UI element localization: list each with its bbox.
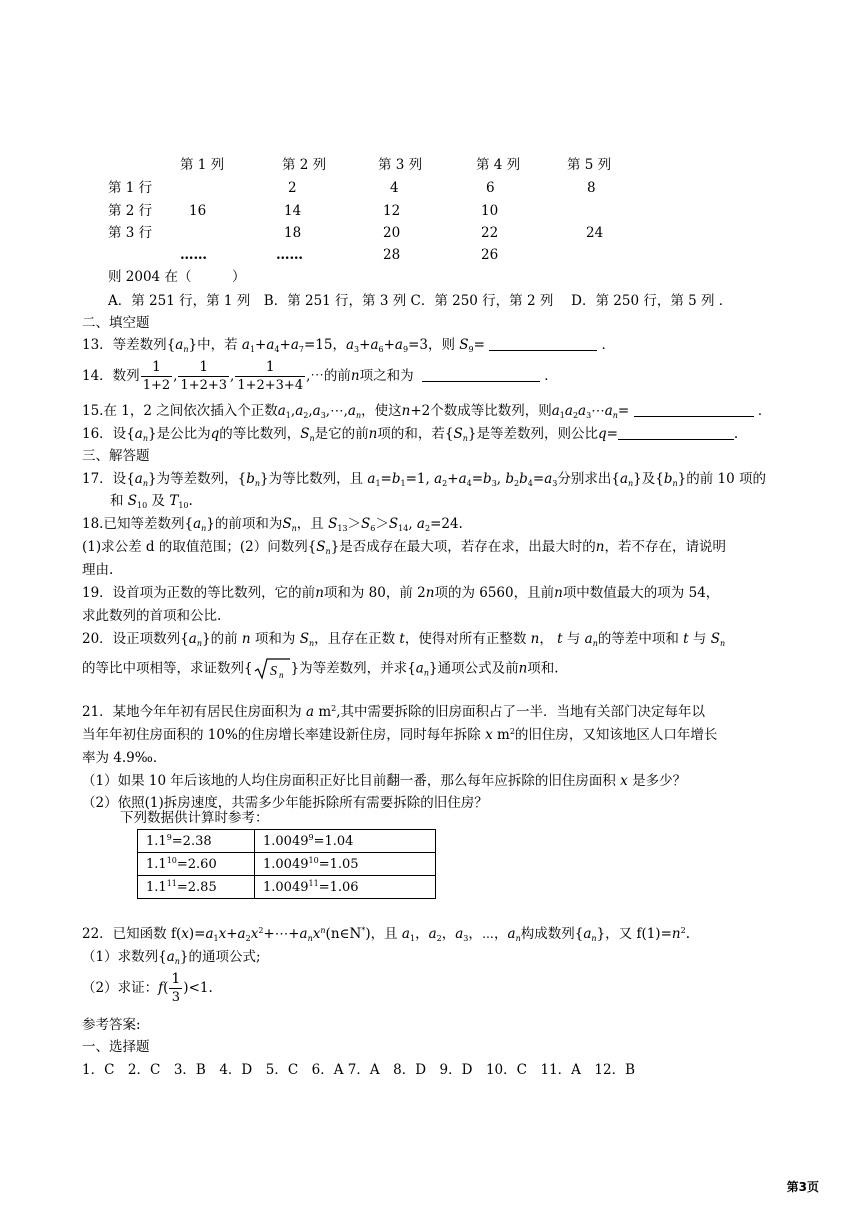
table-cell: $1.1^{10}=2.60$: [138, 853, 255, 876]
grid-cell: 22: [481, 225, 499, 241]
grid-cell: 12: [383, 203, 401, 219]
question-13: 13．等差数列$\{a_n\}$中，若 $a_1+a_4+a_7=15$，$a_3+a_6+a_9=3$，则 $S_9=$ ．: [82, 337, 616, 354]
table-cell: $1.0049^{11}=1.06$: [255, 876, 436, 899]
grid-cell: 8: [587, 180, 596, 196]
col-header: 第 3 列: [378, 157, 423, 173]
grid-cell: 14: [284, 203, 302, 219]
question-14: 14．数列 $\frac{1}{1+2}$ , $\frac{1}{1+2+3}$ , $\frac{1}{1+2+3+4}$ ,⋯的前n项之和为 ．: [82, 359, 558, 393]
question-22-sub1: （1）求数列$\{a_n\}$的通项公式;: [82, 949, 261, 966]
svg-text:S: S: [269, 664, 277, 679]
question-19-end: 求此数列的首项和公比.: [82, 608, 222, 624]
question-21-line2: 当年年初住房面积的 10%的住房增长率建设新住房，同时每年拆除 x $m^2$的旧住房，又知该地区人口年增长: [82, 727, 718, 743]
question-18-sub: (1)求公差 d 的取值范围；(2）问数列$\{S_n\}$是否成存在最大项，若存在求，出最大时的n，若不存在，请说明: [82, 539, 726, 556]
reference-answers-heading: 参考答案:: [82, 1017, 141, 1033]
table-cell: $1.0049^9=1.04$: [255, 830, 436, 853]
grid-cell: 2: [288, 180, 297, 196]
question-15: 15.在 1，2 之间依次插入个正数$a_1,a_2,a_3,\cdots,a_n$，使这n+2个数成等比数列，则$a_1a_2a_3\cdots a_n=$ ．: [82, 403, 772, 420]
grid-cell: 4: [390, 180, 399, 196]
row-label: 第 3 行: [108, 225, 153, 241]
table-row: [138, 853, 436, 876]
svg-text:n: n: [278, 670, 284, 680]
question-22: 22．已知函数 $f(x)=a_1x+a_2x^2+\cdots+a_nx^n(n\in N^*)$，且 $a_1$，$a_2$，$a_3$，⋯，$a_n$构成数列$\{a_n\}$，又 $f(1)=n^2$.: [82, 926, 690, 943]
grid-cell: 18: [284, 225, 302, 241]
section-heading: 三、解答题: [82, 448, 150, 464]
choice-answers: 1．C 2．C 3．B 4．D 5．C 6．A 7．A 8．D 9．D 10．C 11．A 12．B: [82, 1062, 636, 1078]
question-16: 16．设$\{a_n\}$是公比为q的等比数列，$S_n$是它的前n项的和，若$\{S_n\}$是等差数列，则公比q= .: [82, 426, 739, 443]
table-cell: $1.1^9=2.38$: [138, 830, 255, 853]
reference-table: [137, 829, 436, 899]
grid-cell: 26: [481, 247, 499, 263]
grid-cell: 6: [486, 180, 495, 196]
question-21-sub1: （1）如果 10 年后该地的人均住房面积正好比目前翻一番，那么每年应拆除的旧住房面积 x 是多少？: [82, 773, 687, 789]
sqrt-symbol: [253, 657, 291, 681]
col-header: 第 2 列: [282, 157, 327, 173]
question-19: 19．设首项为正数的等比数列，它的前n项和为 80，前 2n项的为 6560，且前n项中数值最大的项为 54，: [82, 585, 720, 601]
question-21: 21．某地今年年初有居民住房面积为 a $m^2$,其中需要拆除的旧房面积占了一半．当地有关部门决定每年以: [82, 704, 706, 720]
question-20: 20．设正项数列$\{a_n\}$的前 n 项和为 $S_n$，且存在正数 t，使得对所有正整数 n， t 与 $a_n$的等差中项和 t 与 $S_n$: [82, 631, 726, 648]
question-17-cont: 和 $S_{10}$ 及 $T_{10}$.: [110, 493, 193, 510]
grid-cell: 16: [189, 203, 207, 219]
answer-blank[interactable]: [634, 403, 754, 417]
answer-blank[interactable]: [489, 337, 597, 351]
question-21-sub2: （2）依照(1)拆房速度，共需多少年能拆除所有需要拆除的旧住房？: [82, 795, 488, 811]
table-row: [138, 876, 436, 899]
col-header: 第 1 列: [180, 157, 225, 173]
question-18: 18.已知等差数列$\{a_n\}$的前项和为$S_n$，且 $S_{13}>S_6>S_{14}$, $a_2=24$.: [82, 516, 463, 533]
grid-cell: ……: [276, 247, 303, 263]
answer-blank[interactable]: [422, 368, 540, 382]
col-header: 第 5 列: [567, 157, 612, 173]
row-label: 第 2 行: [108, 203, 153, 219]
section-heading: 二、填空题: [82, 315, 150, 331]
grid-cell: 24: [586, 225, 604, 241]
question-21-line3: 率为 4.9‰．: [82, 750, 167, 766]
reference-label: 下列数据供计算时参考：: [120, 810, 269, 826]
table-cell: $1.1^{11}=2.85$: [138, 876, 255, 899]
grid-cell: 28: [383, 247, 401, 263]
row-label: 第 1 行: [108, 180, 153, 196]
question-20-cont: 的等比中项相等，求证数列{ S n }为等差数列，并求$\{a_n\}$通项公式及前n项和.: [82, 657, 559, 681]
grid-cell: 20: [383, 225, 401, 241]
table-cell: $1.0049^{10}=1.05$: [255, 853, 436, 876]
question-18-end: 理由.: [82, 562, 114, 578]
col-header: 第 4 列: [476, 157, 521, 173]
grid-cell: 10: [481, 203, 499, 219]
question-22-sub2: （2）求证：f( $\frac{1}{3}$ )<1.: [82, 971, 213, 1005]
table-row: [138, 830, 436, 853]
question-text: 则 2004 在（ ）: [108, 269, 246, 285]
grid-cell: ……: [180, 247, 207, 263]
answer-blank[interactable]: [618, 426, 734, 440]
question-17: 17．设$\{a_n\}$为等差数列，$\{b_n\}$为等比数列，且 $a_1=b_1=1$, $a_2+a_4=b_3$, $b_2b_4=a_3$分别求出$\{a_n\}$及$\{b_n\}$的前 10 项的: [82, 471, 767, 488]
section-heading: 一、选择题: [82, 1039, 150, 1055]
page-number: 第3页: [786, 1180, 819, 1194]
answer-options: A．第 251 行，第 1 列 B．第 251 行，第 3 列 C．第 250 行，第 2 列 D．第 250 行，第 5 列 ．: [108, 293, 733, 309]
